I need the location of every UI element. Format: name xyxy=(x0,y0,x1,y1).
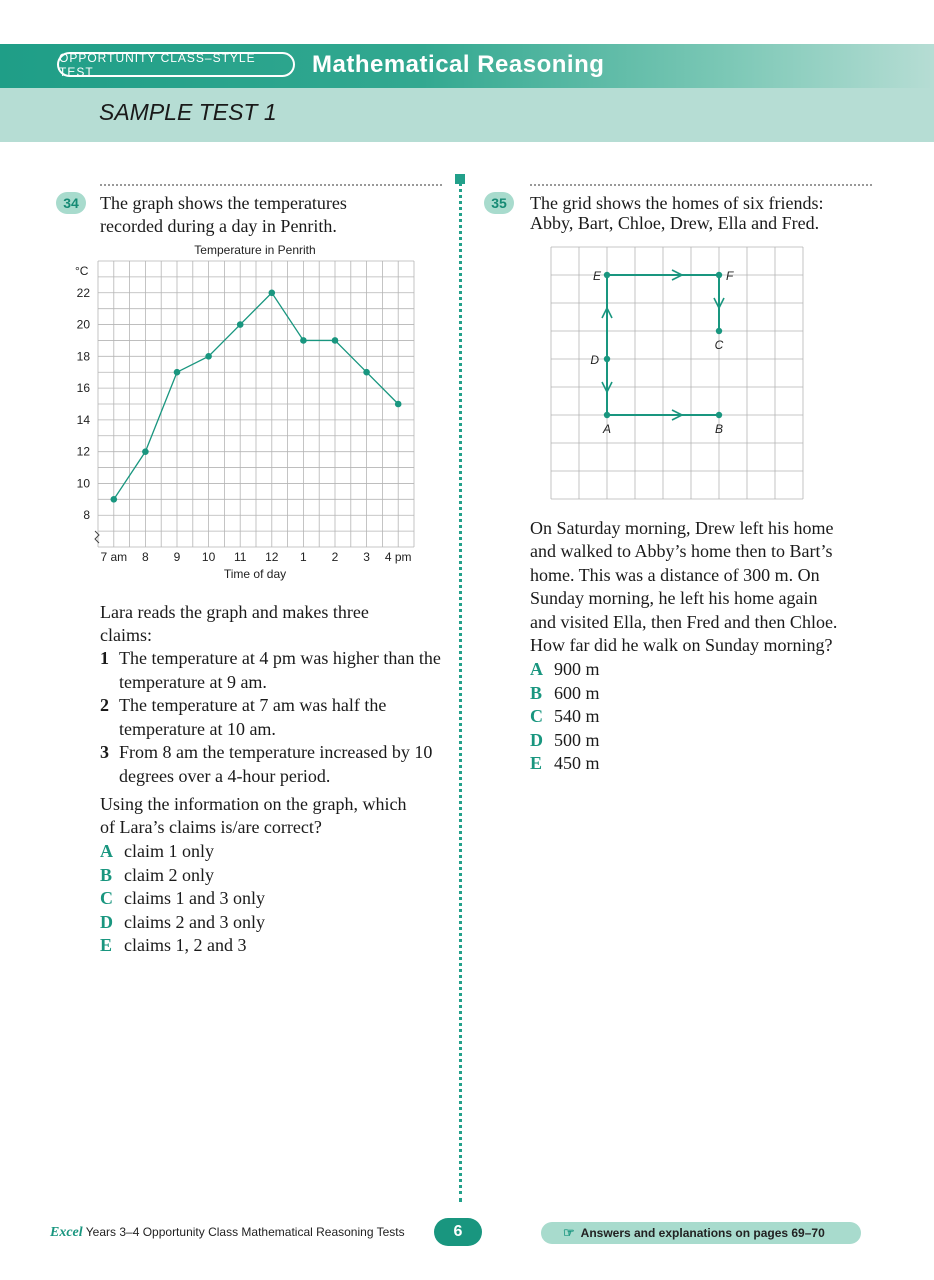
option-letter: C xyxy=(530,706,543,727)
data-point xyxy=(395,401,402,408)
claim-number: 1 xyxy=(100,648,109,668)
grid-lines xyxy=(551,247,803,499)
q34-option-c[interactable] xyxy=(100,887,265,911)
x-tick-label: 9 xyxy=(173,550,181,564)
footer-book-title xyxy=(50,1225,405,1241)
option-text: claims 1 and 3 only xyxy=(124,888,265,909)
option-letter: B xyxy=(530,682,543,703)
x-tick-label: 2 xyxy=(331,550,339,564)
q34-claims xyxy=(100,647,450,788)
x-tick-label: 1 xyxy=(300,550,307,564)
option-letter: D xyxy=(100,911,113,932)
test-name: SAMPLE TEST 1 xyxy=(99,99,277,125)
x-tick-label: 3 xyxy=(363,550,370,564)
option-text: 450 m xyxy=(554,753,600,774)
q35-option-c[interactable] xyxy=(530,705,600,729)
data-point xyxy=(300,337,307,344)
q35-body-line: How far did he walk on Sunday morning? xyxy=(530,635,833,655)
q34-reads-line1: Lara reads the graph and makes three xyxy=(100,602,369,622)
homes-grid-diagram xyxy=(540,240,812,506)
claim-number: 2 xyxy=(100,695,109,715)
x-tick-label: 8 xyxy=(142,550,149,564)
q34-option-d[interactable] xyxy=(100,911,265,935)
claim-2 xyxy=(100,694,450,741)
column-divider xyxy=(459,182,462,1202)
q35-options xyxy=(530,658,600,776)
home-marker xyxy=(604,412,610,418)
data-point xyxy=(142,448,149,455)
q35-option-e[interactable] xyxy=(530,752,600,776)
q35-body-line: home. This was a distance of 300 m. On xyxy=(530,565,820,585)
y-tick-label: 12 xyxy=(76,444,90,459)
option-text: 540 m xyxy=(554,706,600,727)
q35-number-badge: 35 xyxy=(484,192,514,214)
claim-1 xyxy=(100,647,450,694)
y-tick-label: 14 xyxy=(76,412,90,427)
home-label: D xyxy=(590,353,599,367)
q34-intro-line1: The graph shows the temperatures xyxy=(100,193,347,213)
q35-rule xyxy=(530,184,872,186)
q34-option-e[interactable] xyxy=(100,934,265,958)
option-text: 900 m xyxy=(554,659,600,679)
y-tick-label: 16 xyxy=(76,381,90,396)
claim-text: The temperature at 7 am was half the temperature at 10 am. xyxy=(119,695,387,739)
home-label: A xyxy=(602,422,612,436)
claim-number: 3 xyxy=(100,742,109,762)
data-point xyxy=(237,321,244,328)
q34-question-line2: of Lara’s claims is/are correct? xyxy=(100,817,322,837)
footer-brand: Excel xyxy=(50,1225,83,1240)
y-tick-label: 18 xyxy=(76,349,90,364)
home-label: E xyxy=(592,269,601,283)
data-point xyxy=(269,289,276,296)
claim-text: The temperature at 4 pm was higher than the temperature at 9 am. xyxy=(119,648,441,692)
option-letter: A xyxy=(530,659,543,679)
y-tick-label: 8 xyxy=(83,508,90,523)
q35-intro-line2: Abby, Bart, Chloe, Drew, Ella and Fred. xyxy=(530,213,820,233)
axis-break-icon xyxy=(95,531,99,543)
option-text: claims 1, 2 and 3 xyxy=(124,935,247,956)
home-label: B xyxy=(714,422,724,436)
q35-option-a[interactable] xyxy=(530,658,600,682)
option-text: 600 m xyxy=(554,682,600,703)
y-tick-label: 10 xyxy=(76,476,90,491)
answers-text: Answers and explanations on pages 69–70 xyxy=(580,1226,825,1240)
subject-title: Mathematical Reasoning xyxy=(312,51,605,78)
data-point xyxy=(111,496,118,503)
option-text: claims 2 and 3 only xyxy=(124,911,265,932)
home-markers xyxy=(590,269,734,436)
option-text: claim 1 only xyxy=(124,841,214,861)
home-marker xyxy=(604,356,610,362)
test-type-pill: OPPORTUNITY CLASS–STYLE TEST xyxy=(57,52,295,77)
temperature-chart xyxy=(70,236,430,586)
q35-body-line: and walked to Abby’s home then to Bart’s xyxy=(530,541,833,561)
page-number: 6 xyxy=(434,1218,482,1246)
x-tick-label: 11 xyxy=(233,550,247,564)
home-label: C xyxy=(714,338,724,352)
data-point xyxy=(332,337,339,344)
q35-body-line: On Saturday morning, Drew left his home xyxy=(530,518,834,538)
claim-text: From 8 am the temperature increased by 10 degrees over a 4-hour period. xyxy=(119,742,433,786)
footer-title-text: Years 3–4 Opportunity Class Mathematical Reasoning Tests xyxy=(82,1225,405,1239)
answers-reference xyxy=(541,1222,861,1244)
claim-3 xyxy=(100,741,450,788)
chart-y-unit: °C xyxy=(75,264,89,278)
data-point xyxy=(363,369,370,376)
home-marker xyxy=(716,272,722,278)
q35-intro-line1: The grid shows the homes of six friends: xyxy=(530,193,824,213)
q34-options xyxy=(100,840,265,958)
chart-y-ticks xyxy=(77,286,91,522)
chart-grid xyxy=(95,261,414,547)
chart-x-ticks xyxy=(100,550,411,564)
data-point xyxy=(174,369,181,376)
option-letter: A xyxy=(100,841,113,861)
option-letter: C xyxy=(100,888,113,909)
chart-x-label: Time of day xyxy=(223,567,287,581)
y-tick-label: 20 xyxy=(76,317,90,332)
x-tick-label: 4 pm xyxy=(384,550,412,564)
option-letter: E xyxy=(530,753,543,774)
q34-number-badge: 34 xyxy=(56,192,86,214)
option-letter: B xyxy=(100,864,113,885)
q35-body-line: Sunday morning, he left his home again xyxy=(530,588,818,608)
q34-option-b[interactable] xyxy=(100,864,265,888)
q35-body-line: and visited Ella, then Fred and then Chloe. xyxy=(530,612,838,632)
x-tick-label: 7 am xyxy=(100,550,128,564)
home-marker xyxy=(716,412,722,418)
q34-reads-line2: claims: xyxy=(100,625,152,645)
home-marker xyxy=(716,328,722,334)
pointing-hand-icon: ☞ xyxy=(563,1225,575,1240)
option-text: 500 m xyxy=(554,729,600,750)
x-tick-label: 10 xyxy=(201,550,216,564)
q35-option-d[interactable] xyxy=(530,729,600,753)
option-letter: E xyxy=(100,935,113,956)
q34-option-a[interactable] xyxy=(100,840,265,864)
q34-question-line1: Using the information on the graph, which xyxy=(100,794,407,814)
q35-option-b[interactable] xyxy=(530,682,600,706)
y-tick-label: 22 xyxy=(76,285,90,300)
q34-intro-line2: recorded during a day in Penrith. xyxy=(100,216,337,236)
home-label: F xyxy=(726,269,734,283)
option-text: claim 2 only xyxy=(124,864,214,885)
q34-rule xyxy=(100,184,442,186)
data-point xyxy=(205,353,212,360)
home-marker xyxy=(604,272,610,278)
x-tick-label: 12 xyxy=(265,550,279,564)
chart-title: Temperature in Penrith xyxy=(194,243,316,257)
option-letter: D xyxy=(530,729,543,750)
